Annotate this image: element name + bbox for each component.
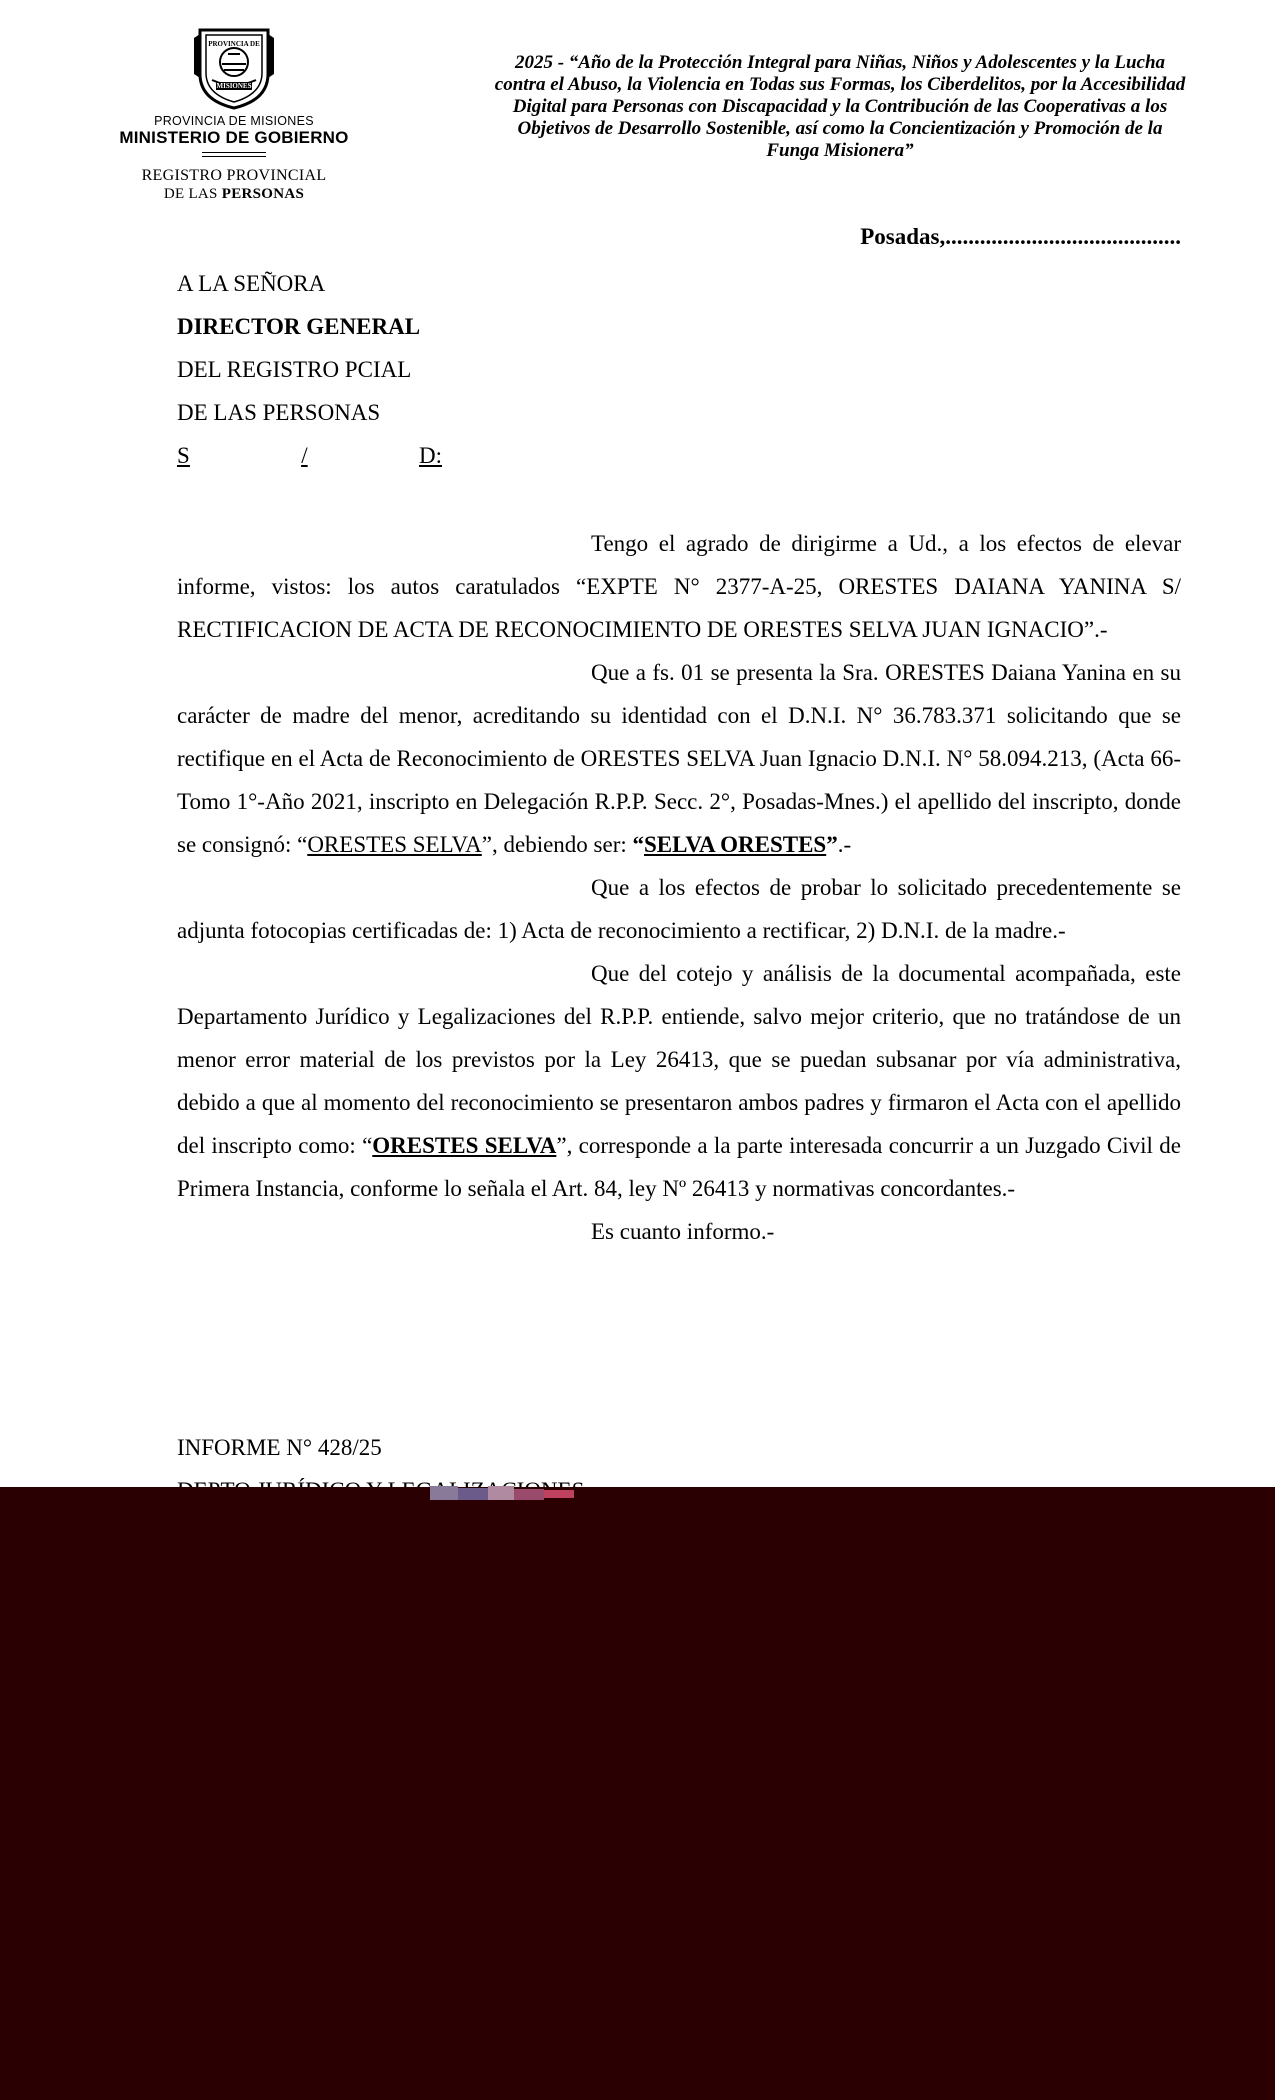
report-number: INFORME N° 428/25 [177,1435,382,1460]
seal-top-text: PROVINCIA DE [208,40,260,48]
signature-stamp-icon [430,1486,590,1500]
p2-text-b: ”, debiendo ser: [481,832,633,857]
year-motto: 2025 - “Año de la Protección Integral para Niñas, Niños y Adolescentes y la Lucha contra el Abuso, la Violencia en Todas sus Formas, los Ciberdelitos, por la Accesibilidad Digital para Personas con Discapacidad y la Contribución de las Cooperativas a los Objetivos de Desarrollo Sostenible, así como la Concientización y Promoción de la Funga Misionera” [494,52,1186,161]
salutation-sd [177,434,442,477]
paragraph-3: Que a los efectos de probar lo solicitado precedentemente se adjunta fotocopias certificadas de: 1) Acta de reconocimiento a rectificar, 2) D.N.I. de la madre.- [177,875,1181,943]
p2-text: Que a fs. 01 se presenta la Sra. ORESTES Daiana Yanina en su carácter de madre del menor, acreditando su identidad con el D.N.I. N° 36.783.371 solicitando que se rectifique en el Acta de Reconocimiento de ORESTES SELVA Juan Ignacio D.N.I. N° 58.094.213, (Acta 66-Tomo 1°-Año 2021, inscripto en Delegación R.P.P. Secc. 2°, Posadas-Mnes.) el apellido del inscripto, donde se consignó: “ [177,660,1181,857]
paragraph-4 [177,952,1181,1210]
addressee-line4: DE LAS PERSONAS [177,400,381,425]
sd-s: S [177,443,190,468]
report-body [177,522,1181,1253]
p2-underlined-name: ORESTES SELVA [307,832,482,857]
divider [202,156,266,157]
dark-overlay-band [0,1487,1275,2100]
paragraph-2 [177,651,1181,866]
addressee-line3: DEL REGISTRO PCIAL [177,357,412,382]
p4-text: Que del cotejo y análisis de la documental acompañada, este Departamento Jurídico y Legalizaciones del R.P.P. entiende, salvo mejor criterio, que no tratándose de un menor error material de los previstos por la Ley 26413, que se puedan subsanar por vía administrativa, debido a que al momento del reconocimiento se presentaron ambos padres y firmaron el Acta con el apellido del inscripto como: “ [177,961,1181,1158]
province-seal-icon [186,24,282,112]
seal-bottom-text: MISIONES [216,82,252,90]
p4-name: ORESTES SELVA [372,1133,557,1158]
p2-correct-name: SELVA ORESTES [644,832,827,857]
addressee-line1: A LA SEÑORA [177,271,326,296]
registry-bold: PERSONAS [221,186,305,202]
addressee-line2: DIRECTOR GENERAL [177,314,421,339]
p2-end: .- [837,832,852,857]
addressee-block [177,262,442,477]
province-name: PROVINCIA DE MISIONES [154,114,314,128]
p2-open-quote: “ [632,832,645,857]
p2-close-quote: ” [826,832,838,857]
place-date: Posadas,......................................... [860,224,1181,249]
paragraph-1: Tengo el agrado de dirigirme a Ud., a los efectos de elevar informe, vistos: los autos caratulados “EXPTE N° 2377-A-25, ORESTES DAIANA YANINA S/ RECTIFICACION DE ACTA DE RECONOCIMIENTO DE ORESTES SELVA JUAN IGNACIO”.- [177,531,1181,642]
p4-text-c: ”, corresponde a la parte interesada concurrir a un Juzgado Civil de Primera Instancia, conforme lo señala el Art. 84, ley Nº 26413 y normativas concordantes.- [177,1133,1181,1201]
registry-prefix: DE LAS [163,186,222,202]
sd-d: D: [419,443,442,468]
letterhead-logo [100,24,368,203]
registry-name-line2 [100,186,368,203]
closing-line: Es cuanto informo.- [591,1219,775,1244]
sd-slash: / [301,443,308,468]
registry-name-line1: REGISTRO PROVINCIAL [141,167,327,184]
divider [202,152,266,153]
ministry-name: MINISTERIO DE GOBIERNO [119,128,349,147]
